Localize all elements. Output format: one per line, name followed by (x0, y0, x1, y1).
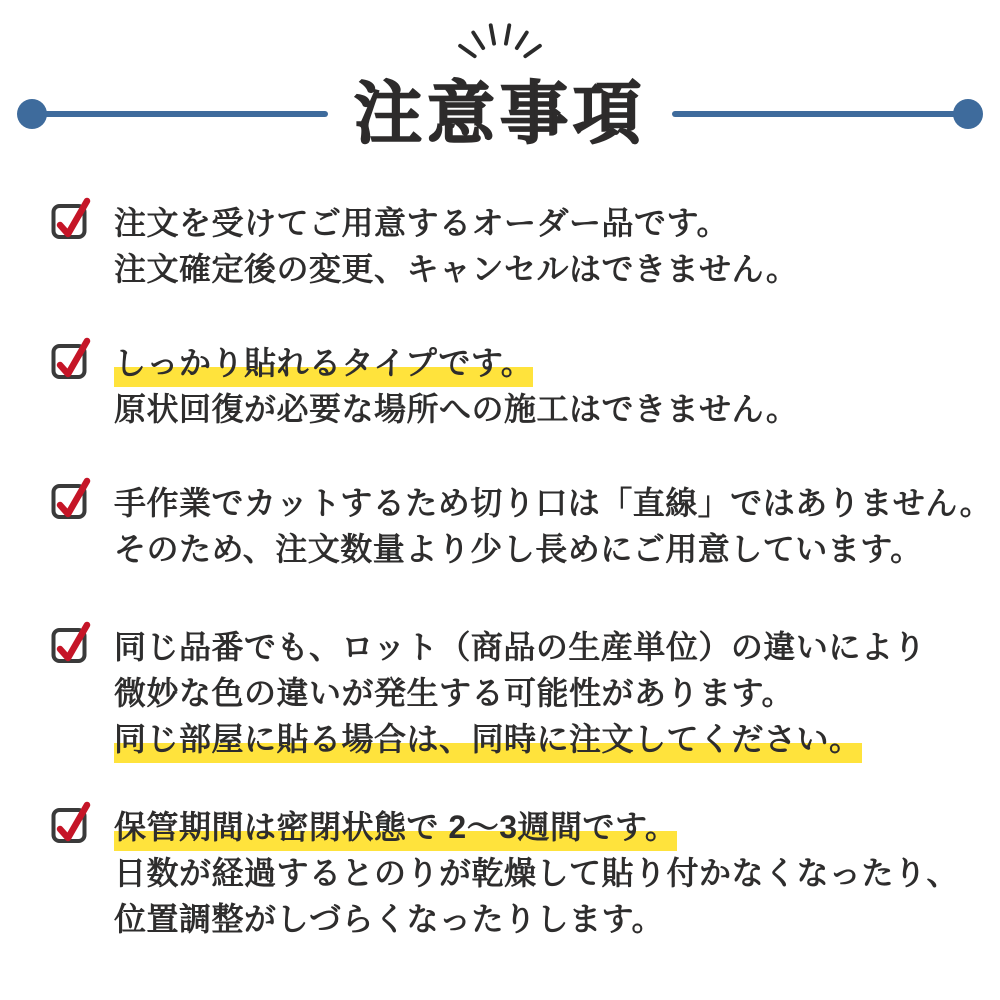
title-row (0, 76, 1000, 152)
notice-line (114, 804, 960, 850)
notice-line (114, 340, 960, 386)
notice-line: 同じ品番でも、ロット（商品の生産単位）の違いにより (114, 629, 926, 665)
notice-item (51, 200, 960, 292)
notice-text (114, 480, 992, 572)
page-title: 注意事項 (354, 76, 647, 152)
notice-line: 原状回復が必要な場所への施工はできません。 (114, 391, 799, 427)
divider-bar (672, 111, 963, 117)
notice-line: 注文を受けてご用意するオーダー品です。 (114, 205, 729, 241)
notice-line: そのため、注文数量より少し長めにご用意しています。 (114, 531, 923, 567)
notice-item (51, 480, 993, 572)
emphasis-burst-icon (442, 16, 558, 74)
checkbox-checked-icon (51, 799, 89, 843)
notice-line: 日数が経過するとのりが乾燥して貼り付かなくなったり、 (114, 855, 960, 891)
title-divider-right (672, 99, 983, 129)
notice-line (114, 716, 960, 762)
notice-line: 位置調整がしづらくなったりします。 (114, 901, 664, 937)
notice-text (114, 804, 960, 942)
checkbox-checked-icon (51, 619, 89, 663)
notice-text (114, 624, 960, 762)
divider-bar (37, 111, 328, 117)
notice-line: 注文確定後の変更、キャンセルはできません。 (114, 251, 799, 287)
title-divider-left (17, 99, 328, 129)
notice-line: 手作業でカットするため切り口は「直線」ではありません。 (114, 485, 993, 521)
header (0, 0, 1000, 200)
notice-item (51, 340, 960, 432)
checkbox-checked-icon (51, 475, 89, 519)
highlighted-text: 保管期間は密閉状態で 2～3週間です。 (114, 809, 677, 851)
checkbox-checked-icon (51, 195, 89, 239)
notice-list (0, 200, 1000, 942)
divider-dot-icon (953, 99, 983, 129)
notice-text (114, 340, 960, 432)
checkbox-checked-icon (51, 335, 89, 379)
notice-text (114, 200, 960, 292)
notice-item (51, 624, 960, 762)
notice-item (51, 804, 960, 942)
highlighted-text: しっかり貼れるタイプです。 (114, 345, 533, 387)
notice-line: 微妙な色の違いが発生する可能性があります。 (114, 675, 794, 711)
highlighted-text: 同じ部屋に貼る場合は、同時に注文してください。 (114, 721, 862, 763)
